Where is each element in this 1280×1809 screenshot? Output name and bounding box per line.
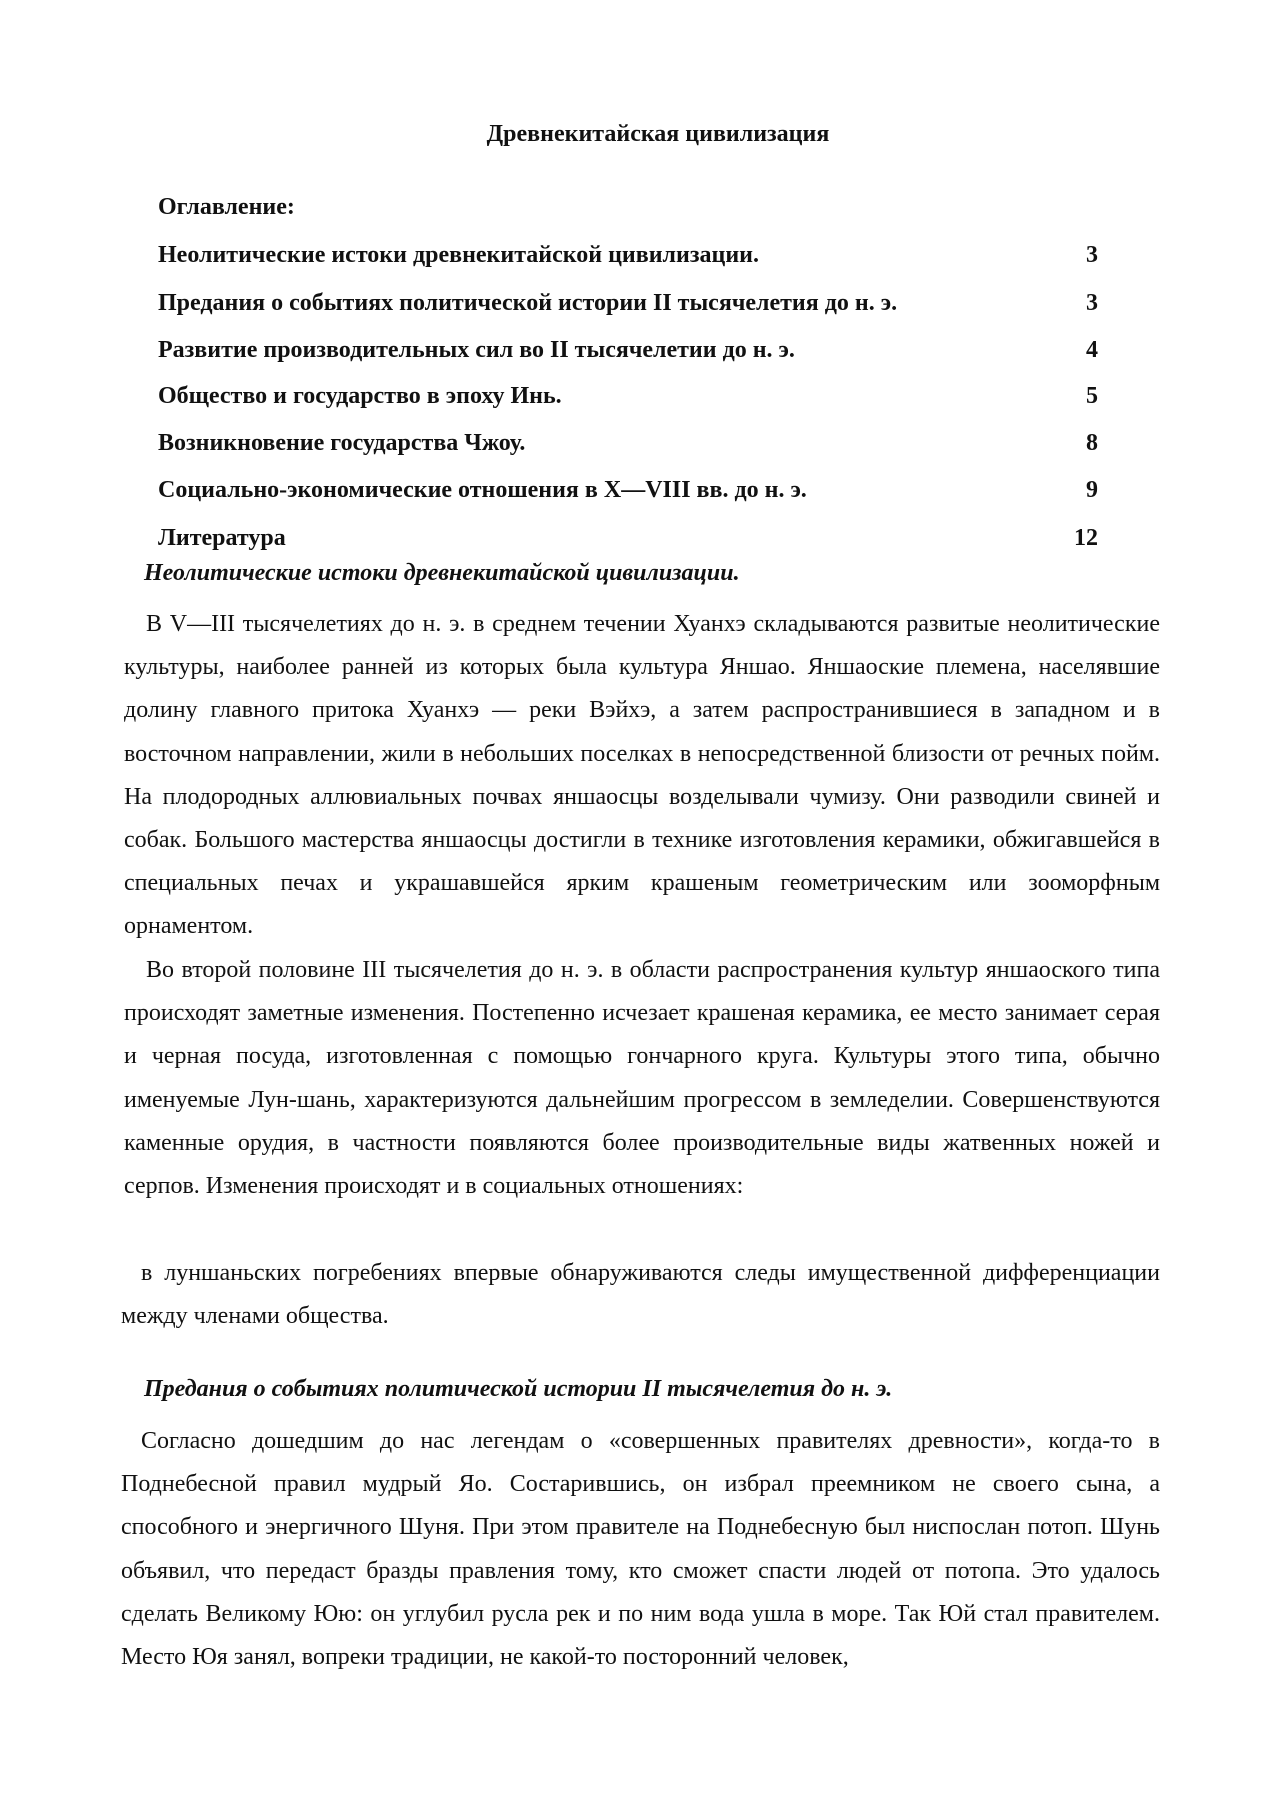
toc-item[interactable] [158, 288, 1098, 318]
document-title: Древнекитайская цивилизация [486, 121, 830, 147]
toc-item[interactable] [158, 523, 1098, 553]
toc-item-label: Общество и государство в эпоху Инь. [158, 383, 562, 409]
section-heading: Предания о событиях политической истории II тысячелетия до н. э. [144, 1376, 893, 1402]
toc-item-page: 3 [1086, 242, 1098, 268]
toc-item-label: Неолитические истоки древнекитайской цивилизации. [158, 242, 759, 268]
toc-item-label: Возникновение государства Чжоу. [158, 430, 526, 456]
toc-item-label: Предания о событиях политической истории II тысячелетия до н. э. [158, 290, 898, 316]
toc-item[interactable] [158, 428, 1098, 458]
toc-item-label: Развитие производительных сил во II тысячелетии до н. э. [158, 337, 795, 363]
paragraph: В V—III тысячелетиях до н. э. в среднем течении Хуанхэ складываются развитые неолитические культуры, наиболее ранней из которых была культура Яншао. Яншаоские племена, населявшие долину главного притока Хуанхэ — реки Вэйхэ, а затем распространившиеся в западном и в восточном направлении, жили в небольших поселках в непосредственной близости от речных пойм. На плодородных аллювиальных почвах яншаосцы возделывали чумизу. Они разводили свиней и собак. Большого мастерства яншаосцы достигли в технике изготовления керамики, обжигавшейся в специальных печах и украшавшейся ярким крашеным геометрическим или зооморфным орнаментом. [124, 611, 1160, 940]
toc-heading: Оглавление: [158, 194, 295, 220]
paragraph: Во второй половине III тысячелетия до н. э. в области распространения культур яншаоского типа происходят заметные изменения. Постепенно исчезает крашеная керамика, ее место занимает серая и черная посуда, изготовленная с помощью гончарного круга. Культуры этого типа, обычно именуемые Лун-шань, характеризуются дальнейшим прогрессом в земледелии. Совершенствуются каменные орудия, в частности появляются более производительные виды жатвенных ножей и серпов. Изменения происходят и в социальных отношениях: [124, 957, 1160, 1200]
toc-item-page: 3 [1086, 290, 1098, 316]
toc-item-page: 5 [1086, 383, 1098, 409]
toc-item-page: 8 [1086, 430, 1098, 456]
toc-item-page: 9 [1086, 477, 1098, 503]
section-heading: Неолитические истоки древнекитайской цивилизации. [144, 560, 740, 586]
toc-item-page: 4 [1086, 337, 1098, 363]
toc-item[interactable] [158, 381, 1098, 411]
paragraph: в луншаньских погребениях впервые обнаруживаются следы имущественной дифференциации между членами общества. [121, 1260, 1160, 1330]
toc-item[interactable] [158, 475, 1098, 505]
toc-item-page: 12 [1074, 525, 1098, 551]
paragraph: Согласно дошедшим до нас легендам о «совершенных правителях древности», когда-то в Поднебесной правил мудрый Яо. Состарившись, он избрал преемником не своего сына, а способного и энергичного Шуня. При этом правителе на Поднебесную был ниспослан потоп. Шунь объявил, что передаст бразды правления тому, кто сможет спасти людей от потопа. Это удалось сделать Великому Юю: он углубил русла рек и по ним вода ушла в море. Так Юй стал правителем. Место Юя занял, вопреки традиции, не какой-то посторонний человек, [121, 1428, 1160, 1671]
toc-item-label: Литература [158, 525, 286, 551]
toc-item[interactable] [158, 335, 1098, 365]
toc-item-label: Социально-экономические отношения в X—VIII вв. до н. э. [158, 477, 807, 503]
toc-item[interactable] [158, 240, 1098, 270]
